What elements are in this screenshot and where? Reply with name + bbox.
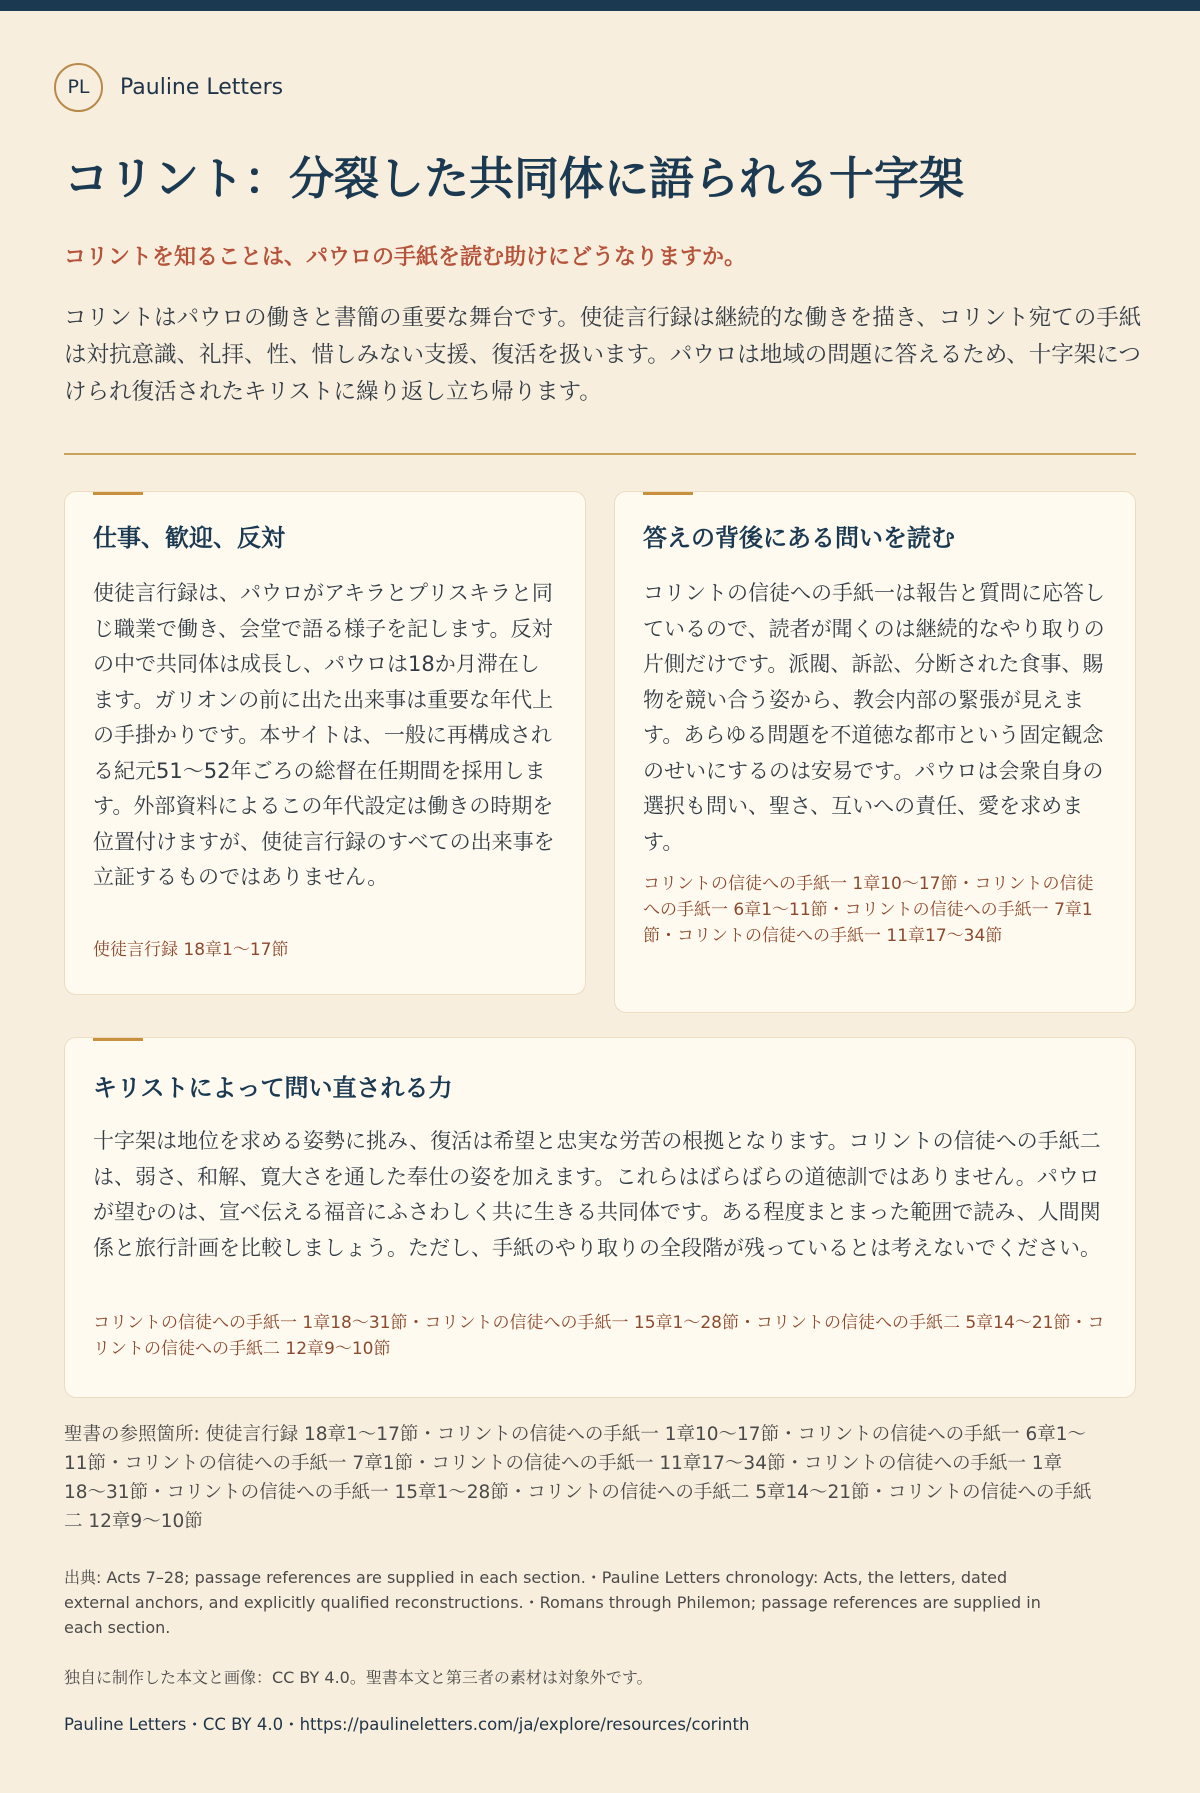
page-footer[interactable]: Pauline Letters・CC BY 4.0・https://paulineletters.com/ja/explore/resources/corinth (64, 1715, 750, 1734)
section-card-work (64, 491, 586, 995)
section-heading: 答えの背後にある問いを読む (643, 524, 955, 552)
site-brand[interactable] (54, 61, 283, 113)
page-lead: コリントはパウロの働きと書簡の重要な舞台です。使徒言行録は継続的な働きを描き、コリント宛ての手紙は対抗意識、礼拝、性、惜しみない支援、復活を扱います。パウロは地域の問題に答えるため、十字架につけられ復活されたキリストに繰り返し立ち帰ります。 (64, 305, 1142, 405)
site-name: Pauline Letters (120, 74, 284, 100)
section-heading: 仕事、歓迎、反対 (93, 524, 285, 552)
card-accent (93, 1038, 143, 1041)
section-heading: キリストによって問い直される力 (93, 1074, 453, 1102)
top-bar (0, 0, 1200, 11)
sources-note: 出典: Acts 7–28; passage references are supplied in each section.・Pauline Letters chronology: Acts, the letters, dated external anchors, and explicitly qualified reconstructions.・Romans through Philemon; passage references are supplied in each section. (64, 1568, 1041, 1637)
page-title: コリント：分裂した共同体に語られる十字架 (64, 152, 965, 205)
section-body: 十字架は地位を求める姿勢に挑み、復活は希望と忠実な労苦の根拠となります。コリントの信徒への手紙二は、弱さ、和解、寛大さを通した奉仕の姿を加えます。これらはばらばらの道徳訓ではありません。パウロが望むのは、宣べ伝える福音にふさわしく共に生きる共同体です。ある程度まとまった範囲で読み、人間関係と旅行計画を比較しましょう。ただし、手紙のやり取りの全段階が残っているとは考えないでください。 (93, 1129, 1101, 1260)
section-refs: コリントの信徒への手紙一 1章18〜31節・コリントの信徒への手紙一 15章1〜28節・コリントの信徒への手紙二 5章14〜21節・コリントの信徒への手紙二 12章9〜10節 (93, 1313, 1105, 1359)
section-card-questions (614, 491, 1136, 1013)
section-card-power (64, 1037, 1136, 1398)
page-question: コリントを知ることは、パウロの手紙を読む助けにどうなりますか。 (64, 245, 747, 270)
section-body: 使徒言行録は、パウロがアキラとプリスキラと同じ職業で働き、会堂で語る様子を記します。反対の中で共同体は成長し、パウロは18か月滞在します。ガリオンの前に出た出来事は重要な年代上の手掛かりです。本サイトは、一般に再構成される紀元51〜52年ごろの総督在任期間を採用します。外部資料によるこの年代設定は働きの時期を位置付けますが、使徒言行録のすべての出来事を立証するものではありません。 (93, 581, 555, 889)
scripture-references: 聖書の参照箇所: 使徒言行録 18章1〜17節・コリントの信徒への手紙一 1章10〜17節・コリントの信徒への手紙一 6章1〜11節・コリントの信徒への手紙一 7章1節・コリントの信徒への手紙一 11章17〜34節・コリントの信徒への手紙一 1章18〜31節・コリントの信徒への手紙一 15章1〜28節・コリントの信徒への手紙二 5章14〜21節・コリントの信徒への手紙二 12章9〜10節 (64, 1424, 1092, 1532)
site-logo: PL (54, 63, 103, 112)
card-accent (643, 492, 693, 495)
section-divider (64, 453, 1136, 455)
card-accent (93, 492, 143, 495)
section-refs: コリントの信徒への手紙一 1章10〜17節・コリントの信徒への手紙一 6章1〜11節・コリントの信徒への手紙一 7章1節・コリントの信徒への手紙一 11章17〜34節 (643, 874, 1094, 946)
license-note: 独自に制作した本文と画像：CC BY 4.0。聖書本文と第三者の素材は対象外です。 (64, 1668, 653, 1687)
section-refs: 使徒言行録 18章1〜17節 (93, 940, 289, 960)
section-body: コリントの信徒への手紙一は報告と質問に応答しているので、読者が聞くのは継続的なやり取りの片側だけです。派閥、訴訟、分断された食事、賜物を競い合う姿から、教会内部の緊張が見えます。あらゆる問題を不道徳な都市という固定観念のせいにするのは安易です。パウロは会衆自身の選択も問い、聖さ、互いへの責任、愛を求めます。 (643, 581, 1105, 854)
